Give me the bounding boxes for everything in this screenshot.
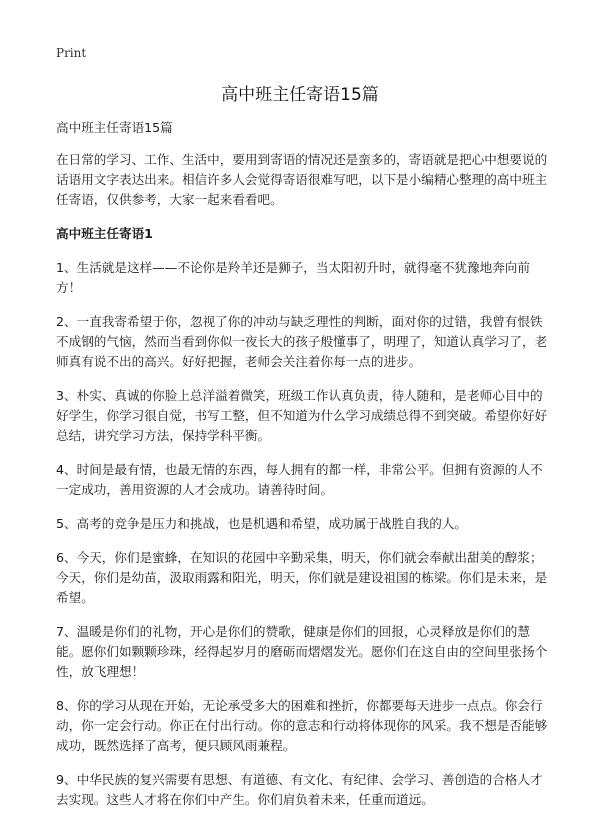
list-item: 3、朴实、真诚的你脸上总洋溢着微笑，班级工作认真负责，待人随和，是老师心目中的好学生，你学习很自觉，书写工整，但不知道为什么学习成绩总得不到突破。希望你好好总结，讲究学习方法，保持学科平衡。 (56, 388, 548, 443)
intro-paragraph: 在日常的学习、工作、生活中，要用到寄语的情况还是蛮多的，寄语就是把心中想要说的话语用文字表达出来。相信许多人会觉得寄语很难写吧，以下是小编精心整理的高中班主任寄语，仅供参考，大家一起来看看吧。 (56, 152, 548, 207)
list-item: 1、生活就是这样——不论你是羚羊还是狮子，当太阳初升时，就得毫不犹豫地奔向前方！ (56, 260, 530, 295)
list-item: 8、你的学习从现在开始，无论承受多大的困难和挫折，你都要每天进步一点点。你会行动，你一定会行动。你正在付出行动。你的意志和行动将体现你的风采。我不想是否能够成功，既然选择了高考，便只顾风雨兼程。 (56, 698, 548, 753)
list-item: 2、一直我寄希望于你，忽视了你的冲动与缺乏理性的判断，面对你的过错，我曾有恨铁不成钢的气恼，然而当看到你似一夜长大的孩子般懂事了，明理了，知道认真学习了，老师真有说不出的高兴。好好把握，老师会关注着你每一点的进步。 (56, 314, 548, 369)
article-body (56, 118, 548, 824)
print-link[interactable]: Print (56, 46, 87, 60)
page-title: 高中班主任寄语15篇 (221, 85, 379, 105)
section-heading: 高中班主任寄语1 (56, 226, 153, 241)
list-item: 4、时间是最有情，也最无情的东西，每人拥有的都一样，非常公平。但拥有资源的人不一定成功，善用资源的人才会成功。请善待时间。 (56, 462, 543, 497)
list-item: 9、中华民族的复兴需要有思想、有道德、有文化、有纪律、会学习、善创造的合格人才去实现。这些人才将在你们中产生。你们肩负着未来，任重而道远。 (56, 772, 543, 807)
article-subtitle: 高中班主任寄语15篇 (56, 120, 173, 135)
list-item: 6、今天，你们是蜜蜂，在知识的花园中辛勤采集，明天，你们就会奉献出甜美的醇浆；今天，你们是幼苗，汲取雨露和阳光，明天，你们就是建设祖国的栋梁。你们是未来，是希望。 (56, 550, 548, 605)
list-item: 7、温暖是你们的礼物，开心是你们的赞歌，健康是你们的回报，心灵释放是你们的慧能。愿你们如颗颗珍珠，经得起岁月的磨砺而熠熠发光。愿你们在这自由的空间里张扬个性，放飞理想！ (56, 624, 548, 679)
list-item: 5、高考的竞争是压力和挑战，也是机遇和希望，成功属于战胜自我的人。 (56, 516, 468, 531)
